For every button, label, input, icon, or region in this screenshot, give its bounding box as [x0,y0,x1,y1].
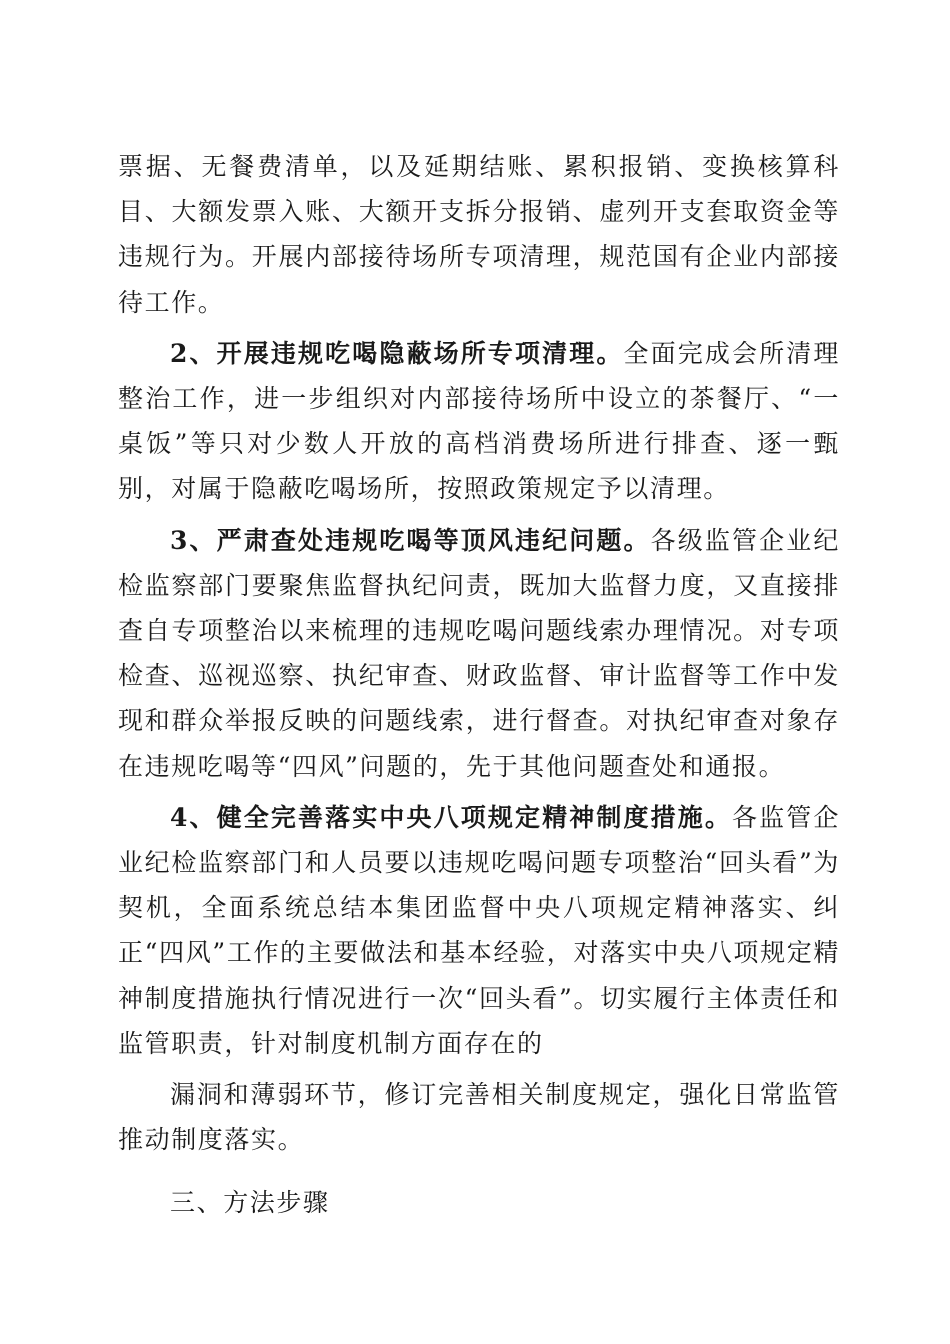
paragraph-4 [118,795,840,1066]
paragraph-3 [118,518,840,789]
paragraph-1: 票据、无餐费清单，以及延期结账、累积报销、变换核算科目、大额发票入账、大额开支拆分报销、虚列开支套取资金等违规行为。开展内部接待场所专项清理，规范国有企业内部接待工作。 [118,152,840,317]
paragraph-3-heading: 3、严肃查处违规吃喝等顶风违纪问题。 [170,525,651,555]
section-heading: 三、方法步骤 [170,1188,330,1218]
paragraph-5: 漏洞和薄弱环节，修订完善相关制度规定，强化日常监管推动制度落实。 [118,1080,840,1155]
paragraph-2-body: 全面完成会所清理整治工作，进一步组织对内部接待场所中设立的茶餐厅、“一桌饭”等只对少数人开放的高档消费场所进行排查、逐一甄别，对属于隐蔽吃喝场所，按照政策规定予以清理。 [118,338,840,504]
paragraph-3-body: 各级监管企业纪检监察部门要聚焦监督执纪问责，既加大监督力度，又直接排查自专项整治以来梳理的违规吃喝问题线索办理情况。对专项检查、巡视巡察、执纪审查、财政监督、审计监督等工作中发现和群众举报反映的问题线索，进行督查。对执纪审查对象存在违规吃喝等“四风”问题的，先于其他问题查处和通报。 [118,525,841,781]
document-page [118,144,840,1226]
paragraph-4-body: 各监管企业纪检监察部门和人员要以违规吃喝问题专项整治“回头看”为契机，全面系统总结本集团监督中央八项规定精神落实、纠正“四风”工作的主要做法和基本经验，对落实中央八项规定精神制度措施执行情况进行一次“回头看”。切实履行主体责任和监管职责，针对制度机制方面存在的 [118,802,841,1058]
paragraph-2-heading: 2、开展违规吃喝隐蔽场所专项清理。 [170,338,624,368]
paragraph-2 [118,331,840,512]
paragraph-4-heading: 4、健全完善落实中央八项规定精神制度措施。 [170,802,733,832]
